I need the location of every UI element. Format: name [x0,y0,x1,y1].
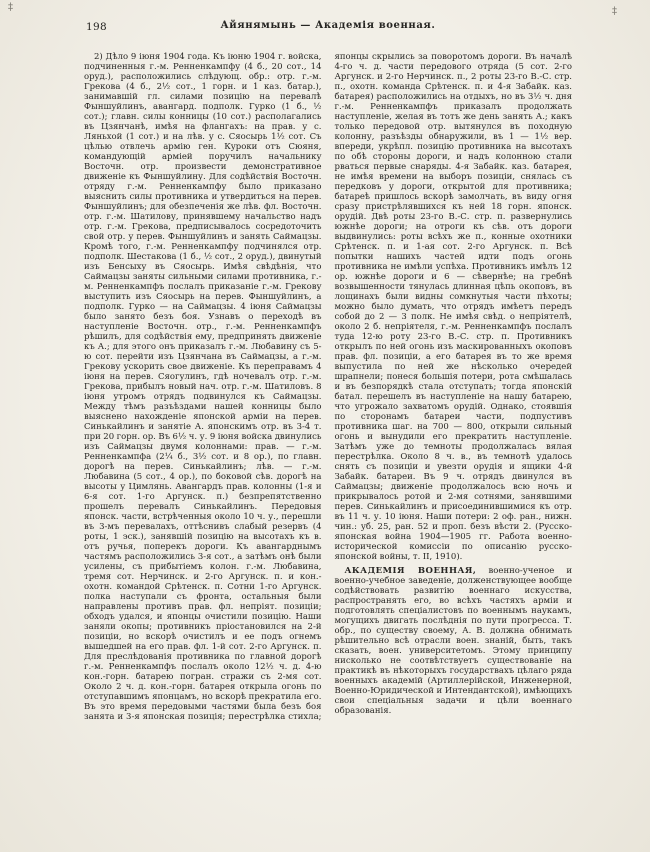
academy-article-text: военно-ученое и военно-учебное заведеніе, долженствующее вообще содѣйствовать развитію военнаго искусства, распространять его, во всѣхъ частяхъ арміи и подготовлять спеціалистовъ по военнымъ наукамъ, могущихъ двигать послѣднія по пути прогресса. Т. обр., по существу своему, А. В. должна обнимать рѣшительно всѣ отрасли воен. знаній, быть, такъ сказать, воен. университетомъ. Этому принципу нисколько не соотвѣтствуетъ существованіе на практикѣ въ нѣкоторыхъ государствахъ цѣлаго ряда военныхъ академій (Артиллерійской, Инженерной, Военно-Юридической и Интендантской), имѣющихъ свои спеціальныя задачи и цѣли военнаго образованія. [334,566,572,716]
corner-ornament-right: ‡ [612,6,617,17]
corner-ornament-left: ‡ [8,2,13,13]
running-head: Айянямынь — Академія военная. [220,20,436,31]
two-column-text-block [84,52,572,822]
battle-account-text: 2) Дѣло 9 іюня 1904 года. Къ іюню 1904 г. войска, подчиненныя г.-м. Ренненкампфу (4 б., 20 сот., 14 оруд.), расположились слѣдующ. обр.: отр. г.-м. Грекова (4 б., 2½ сот., 1 горн. и 1 каз. батар.), занимавшій гл. силами позицію на перевалѣ Фыншуйлинъ, авангард. подполк. Гурко (1 б., ½ сот.); главн. силы конницы (10 сот.) располагались въ Цзянчанѣ, имѣя на флангахъ: на прав. у с. Ляньхой (1 сот.) и на лѣв. у с. Сяосырь 1½ сот. Съ цѣлью отвлечь армію ген. Куроки отъ Сюяня, командующій арміей поручилъ начальнику Восточн. отр. произвести демонстративное движеніе къ Фыншуйлину. Для содѣйствія Восточн. отряду г.-м. Ренненкампфу было приказано выяснить силы противника и утвердиться на перев. Фыншуйлинъ; для обезпеченія же лѣв. фл. Восточн. отр. г.-м. Шатилову, принявшему начальство надъ отр. г.-м. Грекова, предписывалось сосредоточить свой отр. у перев. Фыншуйлинъ и занять Саймацзы. Кромѣ того, г.-м. Ренненкампфу подчинялся отр. подполк. Шестакова (1 б., ½ сот., 2 оруд.), двинутый изъ Бенсыху въ Сяосырь. Имѣя свѣдѣнія, что Саймацзы заняты сильными силами противника, г.-м. Ренненкампфъ послалъ приказаніе г.-м. Грекову выступить изъ Сяосырь на перев. Фыншуйлинъ, а подполк. Гурко — на Саймацзы. 4 іюня Саймацзы было занято безъ боя. Узнавъ о переходѣ въ наступленіе Восточн. отр., г.-м. Ренненкампфъ рѣшилъ, для содѣйствія ему, предпринять движеніе къ А.; для этого онъ приказалъ г.-м. Любавину съ 5-ю сот. перейти изъ Цзянчана въ Саймацзы, а г.-м. Грекову ускорить свое движеніе. Къ переправамъ 4 іюня на перев. Сяогулинъ, гдѣ ночевалъ отр. г.-м. Грекова, прибылъ новый нач. отр. г.-м. Шатиловъ. 8 іюня утромъ отрядъ подвинулся къ Саймацзы. Между тѣмъ разъѣздами нашей конницы было выяснено нахожденіе японской арміи на перев. Синькайлинъ и занятіе А. японскимъ отр. въ 3-4 т. при 20 горн. ор. Въ 6½ ч. у. 9 іюня войска двинулись изъ Саймацзы двумя колоннами: прав. — г.-м. Ренненкампфа (2¼ б., 3½ сот. и 8 ор.), по главн. дорогѣ на перев. Синькайлинъ; лѣв. — г.-м. Любавина (5 сот., 4 ор.), по боковой сѣв. дорогѣ на высоты у Цимлянь. Авангардъ прав. колонны (1-я и 6-я сот. 1-го Аргунск. п.) безпрепятственно прошелъ перевалъ Синькайлинъ. Передовыя японск. части, встрѣченныя около 10 ч. у., перешли въ 3-мъ перевалахъ, оттѣснивъ слабый резервъ (4 роты, 1 эск.), занявшій позицію на высотахъ къ в. отъ ручья, поперекъ дороги. Къ авангарднымъ частямъ расположились 3-я сот., а затѣмъ онѣ были усилены, съ прибытіемъ колон. г.-м. Любавина, тремя сот. Нерчинск. и 2-го Аргунск. п. и кон.-охотн. командой Срѣтенск. п. Сотни 1-го Аргунск. полка наступали съ фронта, остальныя были направлены противъ прав. фл. непріят. позиціи; обходъ удался, и японцы очистили позицію. Наши заняли окопы; противникъ пріостановился на 2-й позиціи, но вскорѣ очистилъ и ее подъ огнемъ вышедшей на его прав. фл. 1-й сот. 2-го Аргунск. п. Для преслѣдованія противника по главной дорогѣ г.-м. Ренненкампфъ послалъ около 12½ ч. д. 4-ю кон.-горн. батарею погран. стражи съ 2-мя сот. Около 2 ч. д. кон.-горн. батарея открыла огонь по отступавшимъ японцамъ, но вскорѣ прекратила его. Въ это время передовыми частями была безъ боя занята и 3-я японская позиція; перестрѣлка стихла; японцы скрылись за поворотомъ дороги. Въ началѣ 4-го ч. д. части передового отряда (5 сот. 2-го Аргунск. и 2-го Нерчинск. п., 2 роты 23-го В.-С. стр. п., охотн. команда Срѣтенск. п. и 4-я Забайк. каз. батарея) расположились на отдыхъ, но въ 3½ ч. дня г.-м. Ренненкампфъ приказалъ продолжать наступленіе, желая въ тотъ же день занять А.; какъ только передовой отр. вытянулся въ походную колонну, разъѣзды обнаружили, въ 1 — 1½ вер. впереди, укрѣпл. позицію противника на высотахъ по обѣ стороны дороги, и надъ колонною стали рваться первые снаряды. 4-я Забайк. каз. батарея, не имѣя времени на выборъ позиціи, снялась съ передковъ у дороги, открытой для противника; батареѣ пришлось вскорѣ замолчать, въ виду огня сразу пристрѣлявшихся къ ней 18 горн. японск. орудій. Двѣ роты 23-го В.-С. стр. п. развернулись южнѣе дороги; на отроги къ сѣв. отъ дороги выдвинулись: роты всѣхъ же п., конные охотники Срѣтенск. п. и 1-ая сот. 2-го Аргунск. п. Всѣ попытки нашихъ частей идти подъ огонь противника не имѣли успѣха. Противникъ имѣлъ 12 ор. южнѣе дороги и 6 — сѣвернѣе; на гребнѣ возвышенности тянулась длинная цѣпь окоповъ, въ лощинахъ были видны сомкнутыя части пѣхоты; можно было думать, что отрядъ имѣетъ передъ собой до 2 — 3 полк. Не имѣя свѣд. о непріятелѣ, около 2 б. непріятеля, г.-м. Ренненкампфъ послалъ туда 12-ю роту 23-го В.-С. стр. п. Противникъ открылъ по ней огонь изъ маскированныхъ окоповъ прав. фл. позиціи, а его батарея въ то же время выпустила по ней же нѣсколько очередей шрапнели; понеся большія потери, рота смѣшалась и въ безпорядкѣ стала отступать; тогда японскій батал. перешелъ въ наступленіе на нашу батарею, что угрожало захватомъ орудій. Однако, стоявшія по сторонамъ батареи части, подпустивъ противника шаг. на 700 — 800, открыли сильный огонь и вынудили его прекратить наступленіе. Затѣмъ уже до темноты продолжалась вялая перестрѣлка. Около 8 ч. в., въ темнотѣ удалось снять съ позиціи и увезти орудія и ящики 4-й Забайк. батареи. Въ 9 ч. отрядъ двинулся въ Саймацзы; движеніе продолжалось всю ночь и прикрывалось ротой и 2-мя сотнями, занявшими перев. Синькайлинъ и присоединившимися къ отр. въ 11 ч. у. 10 іюня. Наши потери: 2 оф. ран., нижн. чин.: уб. 25, ран. 52 и проп. безъ вѣсти 2. (Русско-японская война 1904—1905 гг. Работа военно-исторической комиссіи по описанію русско-японской войны, т. II, 1910). [84,52,572,722]
academy-article-paragraph [335,566,573,716]
page-header [84,20,572,34]
academy-article-heading: АКАДЕМІЯ ВОЕННАЯ, [344,566,477,576]
page-number: 198 [86,21,107,33]
